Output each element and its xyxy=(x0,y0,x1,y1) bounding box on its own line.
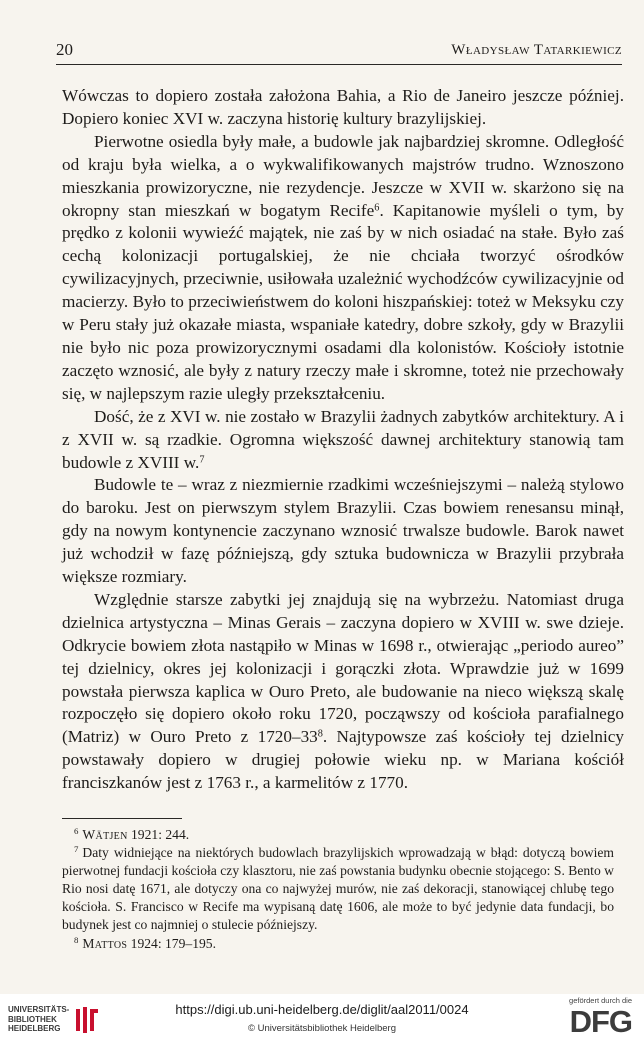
header-rule xyxy=(56,64,622,65)
paragraph xyxy=(62,406,624,475)
footnote-number: 7 xyxy=(74,844,79,855)
paragraph-text: . Kapitanowie myśleli o tym, by prędko z kolonii wywieźć majątek, nie zaś by w nich osiadać na stałe. Było zaś cechą kolonizacji portugalskiej, że nie chciała tworzyć ośrodków cywilizacyjnych, przeciwnie, usiłowała uzależnić wychodźców cywilizacyjnie od macierzy. Było to przeciwieństwem do koloni hiszpańskiej: toteż w Meksyku czy w Peru stały już okazałe miasta, wspaniałe katedry, dobre szkoły, gdy w Brazylii nie było nic poza prowizorycznymi osadami dla kolonistów. Kościoły istotnie zaczęto wznosić, ale były z natury rzeczy małe i skromne, toteż nie przechowały się, w najlepszym razie uległy przekształceniu. xyxy=(62,200,624,403)
footnotes xyxy=(62,826,614,953)
paragraph xyxy=(62,85,624,131)
footnote-author: Wätjen xyxy=(82,827,128,842)
footnote-ref: 6 xyxy=(374,201,380,213)
paragraph-text: . Najtypowsze zaś kościoły tej dzielnicy powstawały dopiero w drugiej połowie wieku np. w Mariana kościół franciszkanów jest z 1763 r., a karmelitów z 1770. xyxy=(62,727,625,793)
paragraph-text: Budowle te – wraz z niezmiernie rzadkimi wcześniejszymi – należą stylowo do baroku. Jest on pierwszym stylem Brazylii. Czas bowiem renesansu minął, gdy na nowym kontynencie zaczynano wznosić trwalsze budowle. Barok nawet już wchodził w fazę późniejszą, gdy sztuka budownicza w Brazylii przybrała większe rozmiary. xyxy=(62,475,624,587)
running-head-author: Władysław Tatarkiewicz xyxy=(451,42,622,58)
library-name-line: HEIDELBERG xyxy=(8,1024,61,1033)
paragraph-text: Pierwotne osiedla były małe, a budowle jak najbardziej skromne. Odległość od kraju była wielka, a o wykwalifikowanych majstrów trudno. Wznoszono mieszkania prowizoryczne, nie rezydencje. Jeszcze w XVII w. skarżono się na okropny stan mieszkań w bogatym Recife xyxy=(62,131,624,220)
footnote-rule xyxy=(62,818,182,819)
running-head xyxy=(56,36,622,60)
funder-caption: gefördert durch die xyxy=(569,996,632,1005)
paragraph xyxy=(62,131,624,406)
paragraph-text: Wówczas to dopiero została założona Bahia, a Rio de Janeiro jeszcze później. Dopiero koniec XVI w. zaczyna historię kultury brazylijskiej. xyxy=(62,86,624,128)
footnote-text: 1924: 179–195. xyxy=(127,935,216,951)
footnote-ref: 7 xyxy=(199,453,205,465)
paragraph-text: Dość, że z XVI w. nie zostało w Brazylii żadnych zabytków architektury. A i z XVII w. są rzadkie. Ogromna większość dawnej architektury stanowią tam budowle z XVIII w. xyxy=(62,406,624,472)
footnote-author: Mattos xyxy=(82,935,128,951)
page-number: 20 xyxy=(56,40,73,59)
footnote-number: 8 xyxy=(74,934,79,945)
footnote-number: 6 xyxy=(74,826,79,837)
paragraph xyxy=(62,474,624,589)
dfg-wordmark: DFG xyxy=(569,1004,632,1039)
footnote xyxy=(62,844,614,934)
paragraph-text: Względnie starsze zabytki jej znajdują się na wybrzeżu. Natomiast druga dzielnica artystyczna – Minas Gerais – zaczyna dopiero w XVIII w. swe dzieje. Odkrycie bowiem złota nastąpiło w Minas w 1698 r., otwierając „periodo aureo” tej dzielnicy, okres jej kolonizacji i gorączki złota. Wprawdzie już w 1699 powstała pierwsza kaplica w Ouro Preto, ale budowanie na nieco większą skalę rozpoczęło się dopiero około roku 1720, począwszy od kościoła parafialnego (Matriz) w Ouro Preto z 1720–33 xyxy=(62,589,624,747)
library-name-line: UNIVERSITÄTS- xyxy=(8,1005,70,1014)
footnote xyxy=(62,826,614,844)
library-name-line: BIBLIOTHEK xyxy=(8,1014,57,1024)
paragraph xyxy=(62,589,624,795)
footnote-ref: 8 xyxy=(317,728,323,740)
copyright-notice: © Universitätsbibliothek Heidelberg xyxy=(248,1023,396,1034)
main-text xyxy=(62,85,624,795)
viewer-footer-bar xyxy=(0,994,644,1044)
dfg-funder-logo[interactable] xyxy=(540,996,632,1040)
permalink-url[interactable]: https://digi.ub.uni-heidelberg.de/diglit/aal2011/0024 xyxy=(175,1002,469,1017)
footnote-text: 1921: 244. xyxy=(127,827,190,842)
footnote xyxy=(62,935,614,953)
footnote-text: Daty widniejące na niektórych budowlach brazylijskich wprowadzają w błąd: dotyczą bowiem pierwotnej fundacji kościoła czy klasztoru, nie zaś powstania budynku obecnie stojącego: S. Bento w Rio nosi datę 1671, ale dotyczy ona co najwyżej murów, nie zaś dekoracji, stanowiącej chlubę tego kościoła. S. Francisco w Recife ma wypisaną datę 1606, ale może to być jedynie data fundacji, bo budynek jest co najmniej o stulecie późniejszy. xyxy=(62,845,614,933)
